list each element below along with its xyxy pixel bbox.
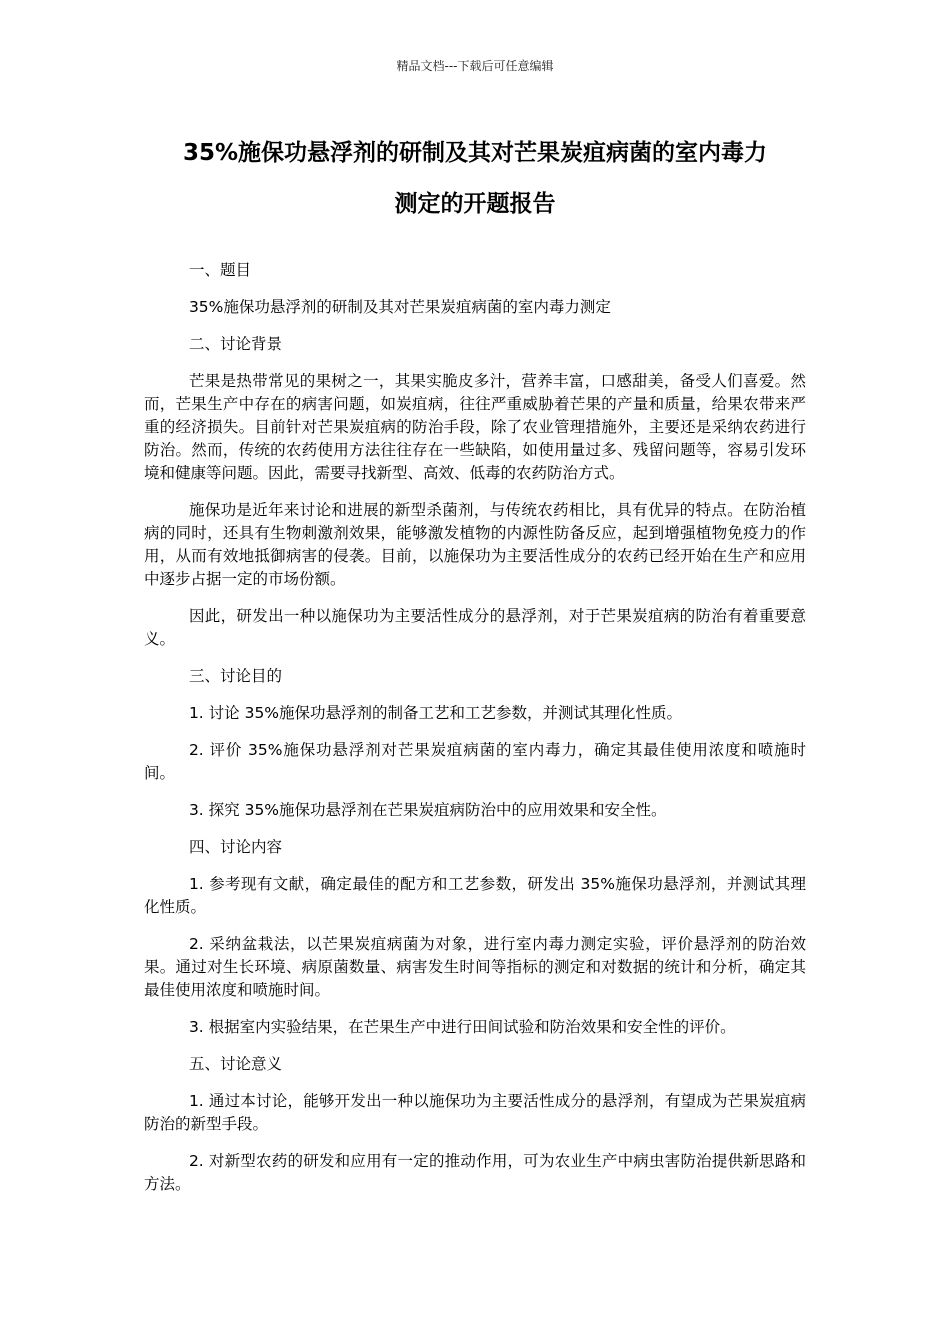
paragraph: 因此，研发出一种以施保功为主要活性成分的悬浮剂，对于芒果炭疽病的防治有着重要意义。 (144, 607, 806, 648)
paragraph: 35%施保功悬浮剂的研制及其对芒果炭疽病菌的室内毒力测定 (188, 298, 611, 316)
list-item: 1. 讨论 35%施保功悬浮剂的制备工艺和工艺参数，并测试其理化性质。 (188, 704, 683, 722)
section-heading-background: 二、讨论背景 (188, 335, 282, 353)
document-title-line-2: 测定的开题报告 (394, 191, 556, 217)
document-title-line-1: 35%施保功悬浮剂的研制及其对芒果炭疽病菌的室内毒力 (182, 140, 768, 166)
paragraph: 施保功是近年来讨论和进展的新型杀菌剂，与传统农药相比，具有优异的特点。在防治植病的同时，还具有生物刺激剂效果，能够激发植物的内源性防备反应，起到增强植物免疫力的作用，从而有效地抵御病害的侵袭。目前，以施保功为主要活性成分的农药已经开始在生产和应用中逐步占据一定的市场份额。 (144, 501, 806, 588)
section-heading-significance: 五、讨论意义 (188, 1055, 282, 1073)
section-heading-content: 四、讨论内容 (188, 838, 282, 856)
list-item: 2. 评价 35%施保功悬浮剂对芒果炭疽病菌的室内毒力，确定其最佳使用浓度和喷施时间。 (144, 741, 806, 782)
page-header: 精品文档---下载后可任意编辑 (396, 59, 554, 73)
document-body (144, 259, 806, 1210)
list-item: 1. 参考现有文献，确定最佳的配方和工艺参数，研发出 35%施保功悬浮剂，并测试其理化性质。 (144, 875, 806, 916)
paragraph: 芒果是热带常见的果树之一，其果实脆皮多汁，营养丰富，口感甜美，备受人们喜爱。然而，芒果生产中存在的病害问题，如炭疽病，往往严重威胁着芒果的产量和质量，给果农带来严重的经济损失。目前针对芒果炭疽病的防治手段，除了农业管理措施外，主要还是采纳农药进行防治。然而，传统的农药使用方法往往存在一些缺陷，如使用量过多、残留问题等，容易引发环境和健康等问题。因此，需要寻找新型、高效、低毒的农药防治方式。 (144, 372, 806, 482)
list-item: 1. 通过本讨论，能够开发出一种以施保功为主要活性成分的悬浮剂，有望成为芒果炭疽病防治的新型手段。 (144, 1092, 806, 1133)
section-heading-purpose: 三、讨论目的 (188, 667, 282, 685)
list-item: 3. 探究 35%施保功悬浮剂在芒果炭疽病防治中的应用效果和安全性。 (188, 801, 667, 819)
list-item: 2. 对新型农药的研发和应用有一定的推动作用，可为农业生产中病虫害防治提供新思路和方法。 (144, 1152, 806, 1193)
section-heading-topic: 一、题目 (188, 261, 251, 279)
list-item: 3. 根据室内实验结果，在芒果生产中进行田间试验和防治效果和安全性的评价。 (188, 1018, 736, 1036)
list-item: 2. 采纳盆栽法，以芒果炭疽病菌为对象，进行室内毒力测定实验，评价悬浮剂的防治效果。通过对生长环境、病原菌数量、病害发生时间等指标的测定和对数据的统计和分析，确定其最佳使用浓度和喷施时间。 (144, 935, 806, 999)
